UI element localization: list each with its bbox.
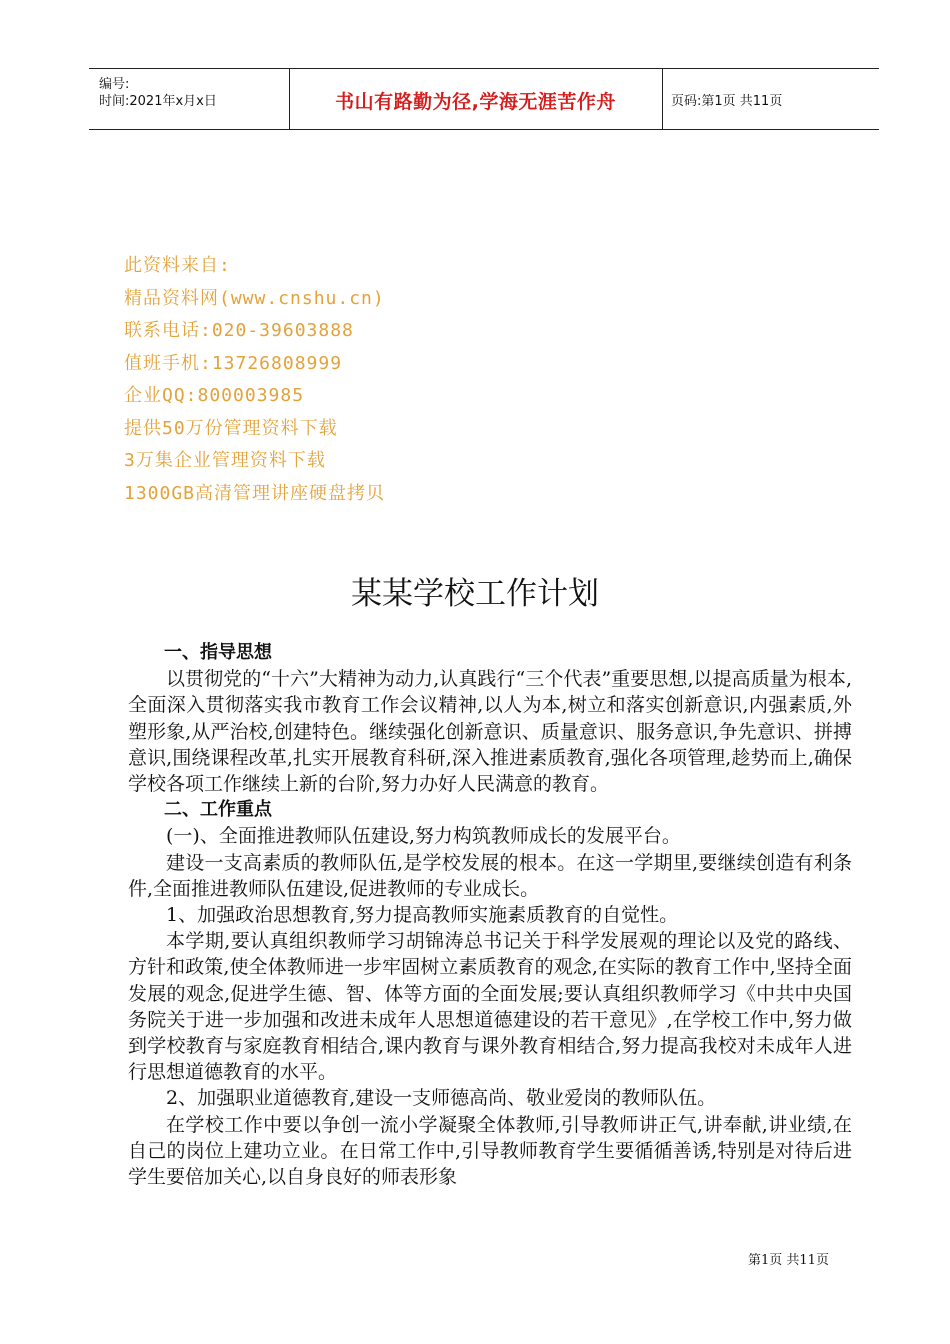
paragraph: 建设一支高素质的教师队伍,是学校发展的根本。在这一学期里,要继续创造有利条件,全面推进教师队伍建设,促进教师的专业成长。	[128, 851, 852, 900]
code-label: 编号:	[99, 77, 130, 92]
page-info: 页码:第1页 共11页	[671, 94, 783, 109]
section-heading: 一、指导思想	[164, 642, 272, 663]
paragraph: 1、加强政治思想教育,努力提高教师实施素质教育的自觉性。	[166, 904, 679, 927]
motto-text: 书山有路勤为径,学海无涯苦作舟	[335, 91, 616, 113]
section-heading: 二、工作重点	[164, 799, 272, 821]
paragraph: 2、加强职业道德教育,建设一支师德高尚、敬业爱岗的教师队伍。	[166, 1087, 717, 1110]
source-line: 值班手机:13726808999	[124, 352, 343, 374]
source-info-block	[124, 250, 385, 510]
source-line: 此资料来自:	[124, 255, 231, 276]
paragraph: 以贯彻党的“十六”大精神为动力,认真践行“三个代表”重要思想,以提高质量为根本,全面深入贯彻落实我市教育工作会议精神,以人为本,树立和落实创新意识,内强素质,外塑形象,从严治校,创建特色。继续强化创新意识、质量意识、服务意识,争先意识、拼搏意识,围绕课程改革,扎实开展教育科研,深入推进素质教育,强化各项管理,趁势而上,确保学校各项工作继续上新的台阶,努力办好人民满意的教育。	[128, 668, 852, 796]
source-line: 精品资料网(www.cnshu.cn)	[124, 287, 385, 309]
paragraph: (一)、全面推进教师队伍建设,努力构筑教师成长的发展平台。	[166, 825, 681, 848]
source-line: 提供50万份管理资料下载	[124, 417, 338, 439]
header-meta-cell	[89, 69, 290, 129]
source-line: 3万集企业管理资料下载	[124, 450, 326, 471]
document-body	[128, 640, 852, 1190]
page-footer: 第1页 共11页	[748, 1253, 829, 1268]
page-header	[89, 68, 879, 130]
paragraph: 在学校工作中要以争创一流小学凝聚全体教师,引导教师讲正气,讲奉献,讲业绩,在自己的岗位上建功立业。在日常工作中,引导教师教育学生要循循善诱,特别是对待后进学生要倍加关心,以自身良好的师表形象	[128, 1113, 852, 1189]
source-line: 1300GB高清管理讲座硬盘拷贝	[124, 482, 386, 504]
time-label: 时间:2021年x月x日	[99, 94, 217, 109]
header-page-cell	[663, 69, 879, 129]
document-title: 某某学校工作计划	[351, 576, 599, 612]
source-line: 企业QQ:800003985	[124, 385, 305, 406]
header-motto-cell	[289, 69, 663, 129]
source-line: 联系电话:020-39603888	[124, 320, 354, 341]
paragraph: 本学期,要认真组织教师学习胡锦涛总书记关于科学发展观的理论以及党的路线、方针和政策,使全体教师进一步牢固树立素质教育的观念,在实际的教育工作中,坚持全面发展的观念,促进学生德、智、体等方面的全面发展;要认真组织教师学习《中共中央国务院关于进一步加强和改进未成年人思想道德建设的若干意见》,在学校工作中,努力做到学校教育与家庭教育相结合,课内教育与课外教育相结合,努力提高我校对未成年人进行思想道德教育的水平。	[128, 930, 852, 1084]
